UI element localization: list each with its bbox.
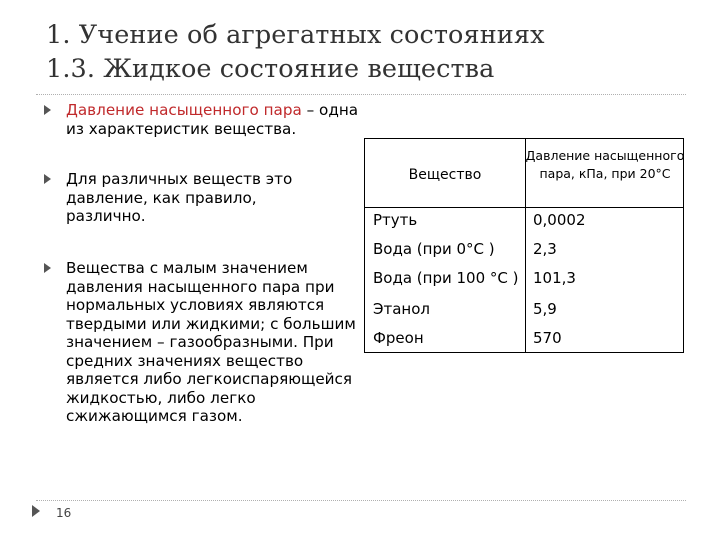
table-cell-pressure: 570 [533, 329, 562, 347]
title-divider [36, 94, 686, 95]
table-cell-pressure: 5,9 [533, 300, 557, 318]
table-cell-substance: Вода (при 100 °С ) [373, 269, 519, 287]
triangle-bullet-icon [44, 105, 51, 115]
bullet-2-text: Для различных веществ это давление, как правило, различно. [66, 170, 293, 225]
table-cell-substance: Фреон [373, 329, 424, 347]
title-line-1: 1. Учение об агрегатных состояниях [46, 20, 545, 50]
bullet-1-highlight: Давление насыщенного пара [66, 101, 302, 119]
table-cell-substance: Вода (при 0°С ) [373, 240, 495, 258]
table-cell-substance: Этанол [373, 300, 430, 318]
footer-divider [36, 500, 686, 501]
bullet-3-text: Вещества с малым значением давления насыщенного пара при нормальных условиях являются твердыми или жидкими; с большим значением – газообразными. При средних значениях вещество является либо легкоиспаряющейся жидкостью, либо легко сжижающимся газом. [66, 259, 356, 425]
table-cell-substance: Ртуть [373, 211, 418, 229]
page-number: 16 [56, 506, 72, 520]
triangle-bullet-icon [44, 174, 51, 184]
slide-title [46, 18, 545, 86]
table-header-pressure: Давление насыщенного пара, кПа, при 20°С [525, 148, 685, 181]
table-cell-pressure: 101,3 [533, 269, 576, 287]
table-header-divider [365, 207, 683, 208]
bullet-1-rest: – одна из характеристик вещества. [66, 101, 359, 138]
title-line-2: 1.3. Жидкое состояние вещества [46, 54, 495, 84]
page-marker-icon [32, 505, 40, 517]
table-cell-pressure: 0,0002 [533, 211, 586, 229]
triangle-bullet-icon [44, 263, 51, 273]
table-header-substance: Вещество [408, 167, 482, 183]
table-cell-pressure: 2,3 [533, 240, 557, 258]
bullet-1-text [66, 101, 366, 138]
vapor-pressure-table [364, 138, 684, 353]
